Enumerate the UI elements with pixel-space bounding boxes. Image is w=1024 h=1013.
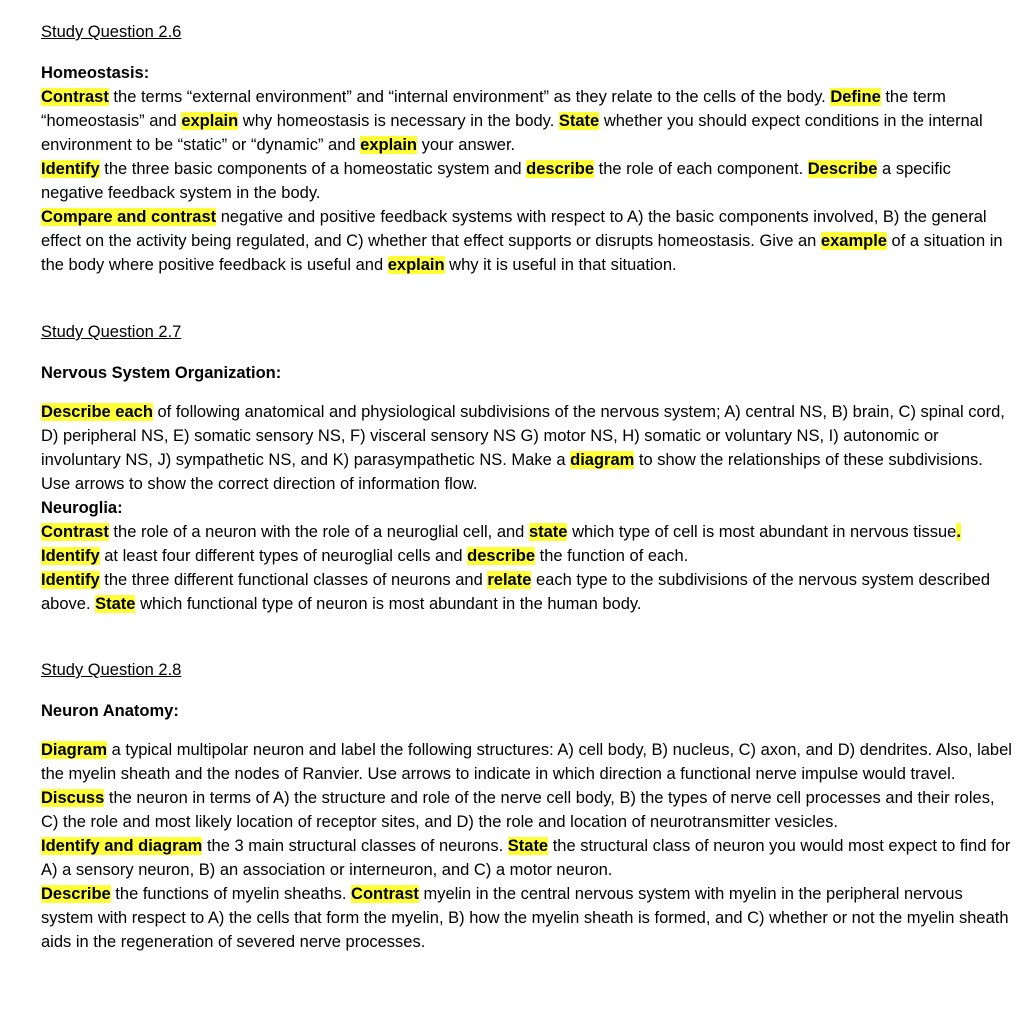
text-run: whether you should expect conditions in the internal environment to be “static” or “dynamic” and — [41, 112, 983, 154]
keyword-highlight: Describe each — [41, 403, 153, 421]
paragraph — [41, 520, 1016, 568]
text-run: negative and positive feedback systems with respect to A) the basic components involved, B) the general effect on the activity being regulated, and C) whether that effect supports or disrupts homeostasis. Give an — [41, 208, 987, 250]
paragraph — [41, 882, 1016, 954]
paragraph — [41, 834, 1016, 882]
keyword-highlight: example — [820, 232, 887, 250]
text-run: why homeostasis is necessary in the body. — [238, 112, 559, 130]
text-run: your answer. — [417, 136, 516, 154]
keyword-highlight: State — [507, 837, 549, 855]
keyword-highlight: Contrast — [41, 88, 109, 106]
section-body — [41, 400, 1016, 616]
keyword-highlight: describe — [467, 547, 536, 565]
topic-heading: Nervous System Organization: — [41, 364, 282, 382]
text-run: which type of cell is most abundant in nervous tissue — [567, 523, 957, 541]
text-run: why it is useful in that situation. — [444, 256, 677, 274]
keyword-highlight: state — [528, 523, 568, 541]
paragraph — [41, 568, 1016, 616]
text-run: at least four different types of neuroglial cells and — [99, 547, 468, 565]
text-run: the structural class of neuron you would most expect to find for A) a sensory neuron, B) an association or interneuron, and C) a motor neuron. — [41, 837, 1011, 879]
text-run: the role of each component. — [594, 160, 808, 178]
section-heading: Study Question 2.7 — [41, 323, 182, 341]
keyword-highlight: Discuss — [41, 789, 105, 807]
keyword-highlight: . Identify — [41, 523, 961, 565]
text-run: the term “homeostasis” and — [41, 88, 946, 130]
text-run: of a situation in the body where positive feedback is useful and — [41, 232, 1003, 274]
keyword-highlight: Describe — [41, 885, 111, 903]
text-run: the three basic components of a homeostatic system and — [99, 160, 527, 178]
text-run: a specific negative feedback system in the body. — [41, 160, 951, 202]
paragraph — [41, 205, 1016, 277]
text-run: the function of each. — [535, 547, 689, 565]
topic-heading: Neuron Anatomy: — [41, 702, 179, 720]
text-run: the neuron in terms of A) the structure and role of the nerve cell body, B) the types of nerve cell processes and their roles, C) the role and most likely location of receptor sites, and D) the role and location of neurotransmitter vesicles. — [41, 789, 995, 831]
keyword-highlight: Compare and contrast — [41, 208, 217, 226]
keyword-highlight: Contrast — [41, 523, 109, 541]
topic-heading: Homeostasis: — [41, 64, 150, 82]
keyword-highlight: Identify — [41, 160, 100, 178]
keyword-highlight: explain — [387, 256, 445, 274]
keyword-highlight: describe — [526, 160, 595, 178]
keyword-highlight: Diagram — [41, 741, 108, 759]
text-run: the 3 main structural classes of neurons. — [202, 837, 508, 855]
paragraph — [41, 738, 1016, 786]
text-run: each type to the subdivisions of the nervous system described above. — [41, 571, 990, 613]
paragraph — [41, 786, 1016, 834]
subtopic-heading: Neuroglia: — [41, 499, 123, 517]
text-run: a typical multipolar neuron and label the following structures: A) cell body, B) nucleus, C) axon, and D) dendrites. Also, label the myelin sheath and the nodes of Ranvier. Use arrows to indicate in which direction a functional nerve impulse would travel. — [41, 741, 1012, 783]
keyword-highlight: explain — [181, 112, 239, 130]
text-run: myelin in the central nervous system with myelin in the peripheral nervous system with respect to A) the cells that form the myelin, B) how the myelin sheath is formed, and C) whether or not the myelin sheath aids in the regeneration of severed nerve processes. — [41, 885, 1009, 951]
keyword-highlight: State — [558, 112, 600, 130]
paragraph — [41, 85, 1016, 157]
text-run: the functions of myelin sheaths. — [110, 885, 352, 903]
keyword-highlight: Identify — [41, 571, 100, 589]
keyword-highlight: Contrast — [351, 885, 419, 903]
keyword-highlight: Define — [830, 88, 881, 106]
paragraph — [41, 157, 1016, 205]
section-heading: Study Question 2.6 — [41, 23, 182, 41]
text-run: of following anatomical and physiological subdivisions of the nervous system; A) central NS, B) brain, C) spinal cord, D) peripheral NS, E) somatic sensory NS, F) visceral sensory NS G) motor NS, H) somatic or voluntary NS, I) autonomic or involuntary NS, J) sympathetic NS, and K) parasympathetic NS. Make a — [41, 403, 1005, 469]
keyword-highlight: diagram — [570, 451, 635, 469]
keyword-highlight: relate — [487, 571, 532, 589]
text-run: the three different functional classes of neurons and — [99, 571, 488, 589]
section-body — [41, 738, 1016, 954]
text-run: the role of a neuron with the role of a neuroglial cell, and — [108, 523, 529, 541]
text-run: to show the relationships of these subdivisions. Use arrows to show the correct direction of information flow. — [41, 451, 983, 493]
text-run: the terms “external environment” and “internal environment” as they relate to the cells of the body. — [108, 88, 831, 106]
paragraph — [41, 400, 1016, 496]
keyword-highlight: Identify and diagram — [41, 837, 203, 855]
section-body — [41, 85, 1016, 277]
keyword-highlight: State — [95, 595, 136, 613]
keyword-highlight: explain — [360, 136, 417, 154]
keyword-highlight: Describe — [807, 160, 878, 178]
section-heading: Study Question 2.8 — [41, 661, 182, 679]
text-run: which functional type of neuron is most abundant in the human body. — [135, 595, 642, 613]
